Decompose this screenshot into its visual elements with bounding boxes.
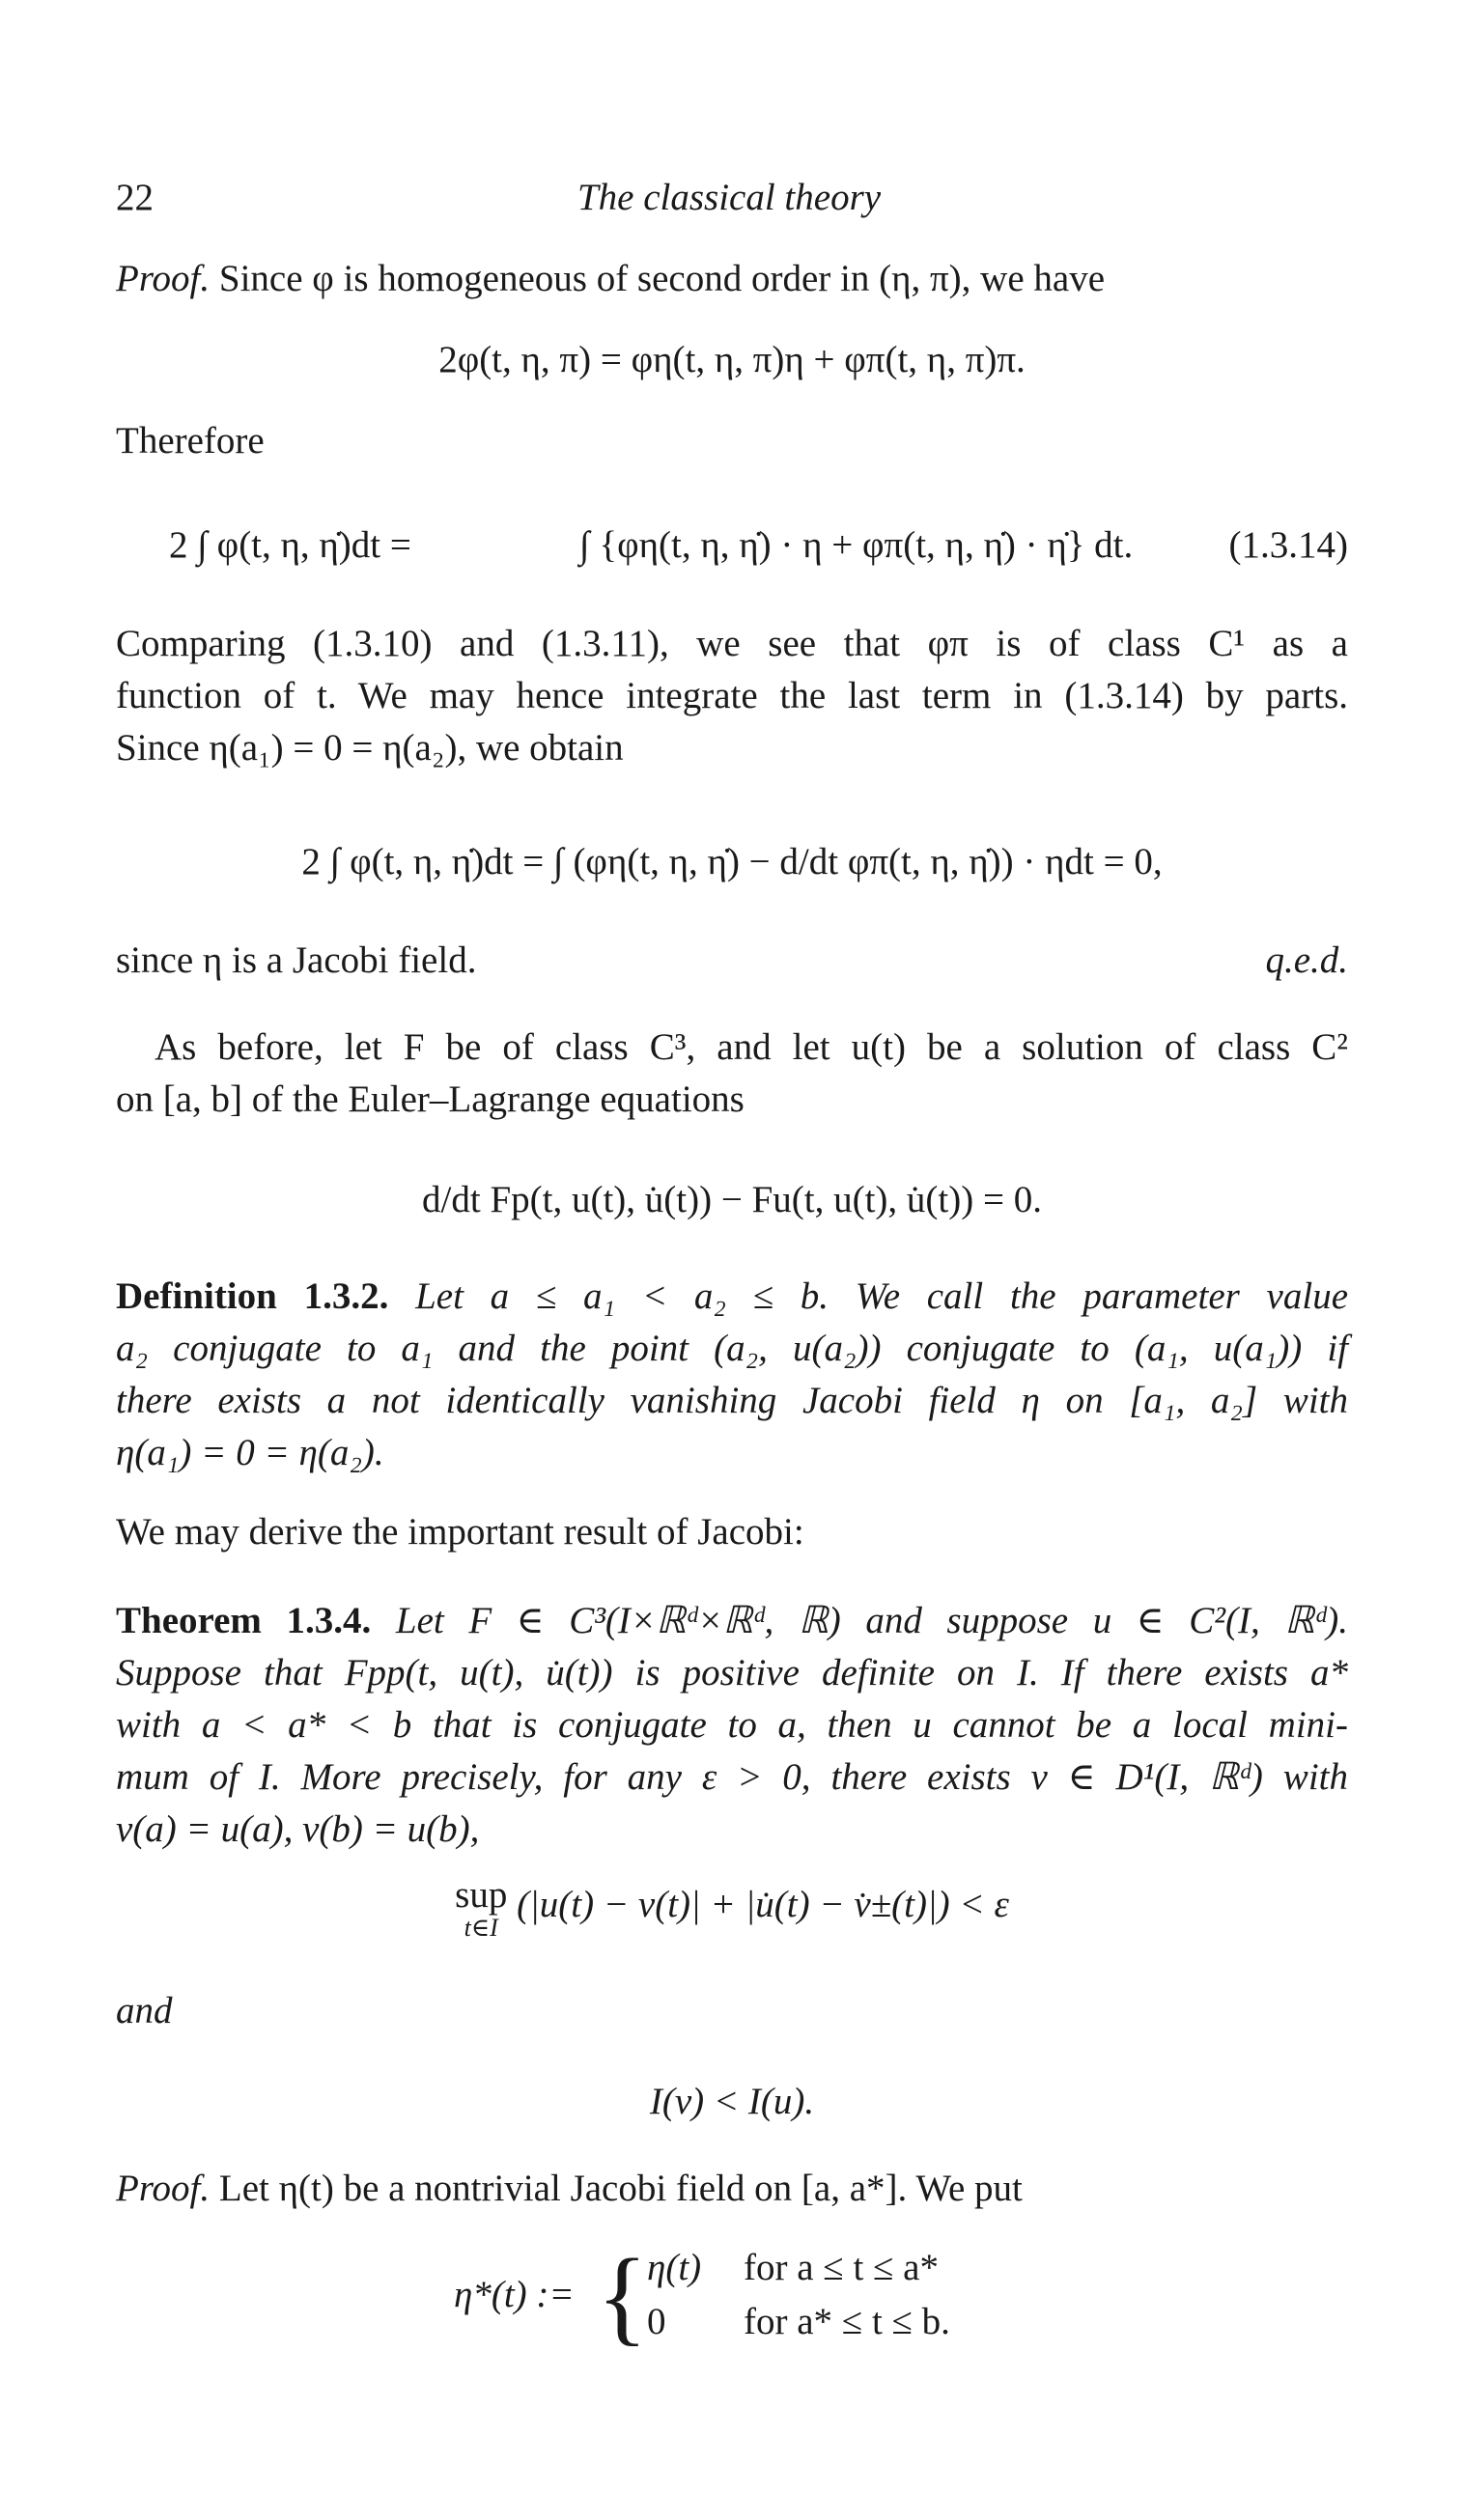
piecewise-lhs: η*(t) :=: [454, 2274, 575, 2315]
paragraph-comparing: [116, 618, 1348, 774]
text-line: v(a) = u(a), v(b) = u(b),: [116, 1808, 480, 1850]
proof-text: Let η(t) be a nontrivial Jacobi field on [a, a*]. We put: [218, 2168, 1023, 2209]
paragraph-jacobi-field: [116, 935, 1348, 987]
eq-1-3-14-rhs: ∫ {φη(t, η, η̇) · η + φπ(t, η, η̇) · η̇} dt.: [579, 524, 1134, 566]
text-line: a₂ conjugate to a₁ and the point (a₂, u(a₂)) conjugate to (a₁, u(a₁)) if: [116, 1328, 1348, 1369]
qed-mark: q.e.d.: [1265, 939, 1348, 981]
text-line: function of t. We may hence integrate the last term in (1.3.14) by parts.: [116, 675, 1348, 716]
text-line: there exists a not identically vanishing Jacobi field η on [a₁, a₂] with: [116, 1380, 1348, 1421]
text-line: [116, 1595, 1348, 1647]
proof-label: Proof.: [116, 258, 211, 299]
sup-operator: [455, 1874, 508, 1945]
paragraph-therefore: Therefore: [116, 420, 265, 462]
case-1-value: η(t): [647, 2247, 702, 2288]
paragraph-jacobi-result: We may derive the important result of Jacobi:: [116, 1511, 804, 1553]
text-line: on [a, b] of the Euler–Lagrange equations: [116, 1078, 745, 1120]
text-line: η(a₁) = 0 = η(a₂).: [116, 1432, 384, 1473]
text-line: [116, 1271, 1348, 1323]
sup-subscript: t∈I: [464, 1914, 498, 1942]
equation-1: 2φ(t, η, π) = φη(t, η, π)η + φπ(t, η, π)π.: [438, 339, 1026, 380]
definition-text: Let a ≤ a₁ < a₂ ≤ b. We call the parameter value: [415, 1275, 1349, 1317]
paragraph-as-before: [116, 1022, 1348, 1126]
case-2-value: 0: [647, 2301, 666, 2342]
running-title: The classical theory: [576, 177, 882, 218]
inequality-iv-iu: I(v) < I(u).: [649, 2081, 815, 2122]
proof-paragraph-1: [116, 253, 1348, 305]
text-line: since η is a Jacobi field.: [116, 939, 477, 981]
equation-integration-by-parts: 2 ∫ φ(t, η, η̇)dt = ∫ (φη(t, η, η̇) − d/dt φπ(t, η, η̇)) · ηdt = 0,: [301, 841, 1163, 882]
equation-number: (1.3.14): [1228, 524, 1348, 566]
text-line: mum of I. More precisely, for any ε > 0, there exists v ∈ D¹(I, ℝᵈ) with: [116, 1756, 1348, 1798]
sup-expression: (|u(t) − v(t)| + |u̇(t) − v̇±(t)|) < ε: [517, 1884, 1009, 1925]
word-and: and: [116, 1990, 173, 2031]
left-brace: {: [597, 2237, 648, 2355]
sup-symbol: sup: [455, 1874, 508, 1916]
sup-inequality: [116, 1874, 1348, 1945]
text-line: with a < a* < b that is conjugate to a, then u cannot be a local mini-: [116, 1704, 1348, 1746]
page-header: [116, 172, 1342, 224]
text-line: Comparing (1.3.10) and (1.3.11), we see that φπ is of class C¹ as a: [116, 623, 1348, 664]
text-line: Suppose that Fpp(t, u(t), u̇(t)) is positive definite on I. If there exists a*: [116, 1652, 1348, 1694]
page-number: 22: [116, 177, 154, 218]
equation-1-3-14: [116, 502, 1348, 589]
theorem-label: Theorem 1.3.4.: [116, 1600, 372, 1641]
definition-1-3-2: [116, 1271, 1348, 1479]
definition-label: Definition 1.3.2.: [116, 1275, 389, 1317]
euler-lagrange-equation: d/dt Fp(t, u(t), u̇(t)) − Fu(t, u(t), u̇(t)) = 0.: [422, 1179, 1042, 1220]
eq-1-3-14-lhs: 2 ∫ φ(t, η, η̇)dt =: [169, 524, 411, 566]
theorem-text: Let F ∈ C³(I×ℝᵈ×ℝᵈ, ℝ) and suppose u ∈ C²(I, ℝᵈ).: [395, 1600, 1349, 1641]
proof-paragraph-2: [116, 2163, 1348, 2215]
proof-label: Proof.: [116, 2168, 211, 2209]
text-line: As before, let F be of class C³, and let u(t) be a solution of class C²: [155, 1026, 1348, 1068]
text-line: Since η(a₁) = 0 = η(a₂), we obtain: [116, 727, 624, 769]
case-1-condition: for a ≤ t ≤ a*: [744, 2247, 939, 2288]
case-2-condition: for a* ≤ t ≤ b.: [744, 2301, 950, 2342]
theorem-1-3-4: [116, 1595, 1348, 1856]
proof-text: Since φ is homogeneous of second order in (η, π), we have: [218, 258, 1105, 299]
